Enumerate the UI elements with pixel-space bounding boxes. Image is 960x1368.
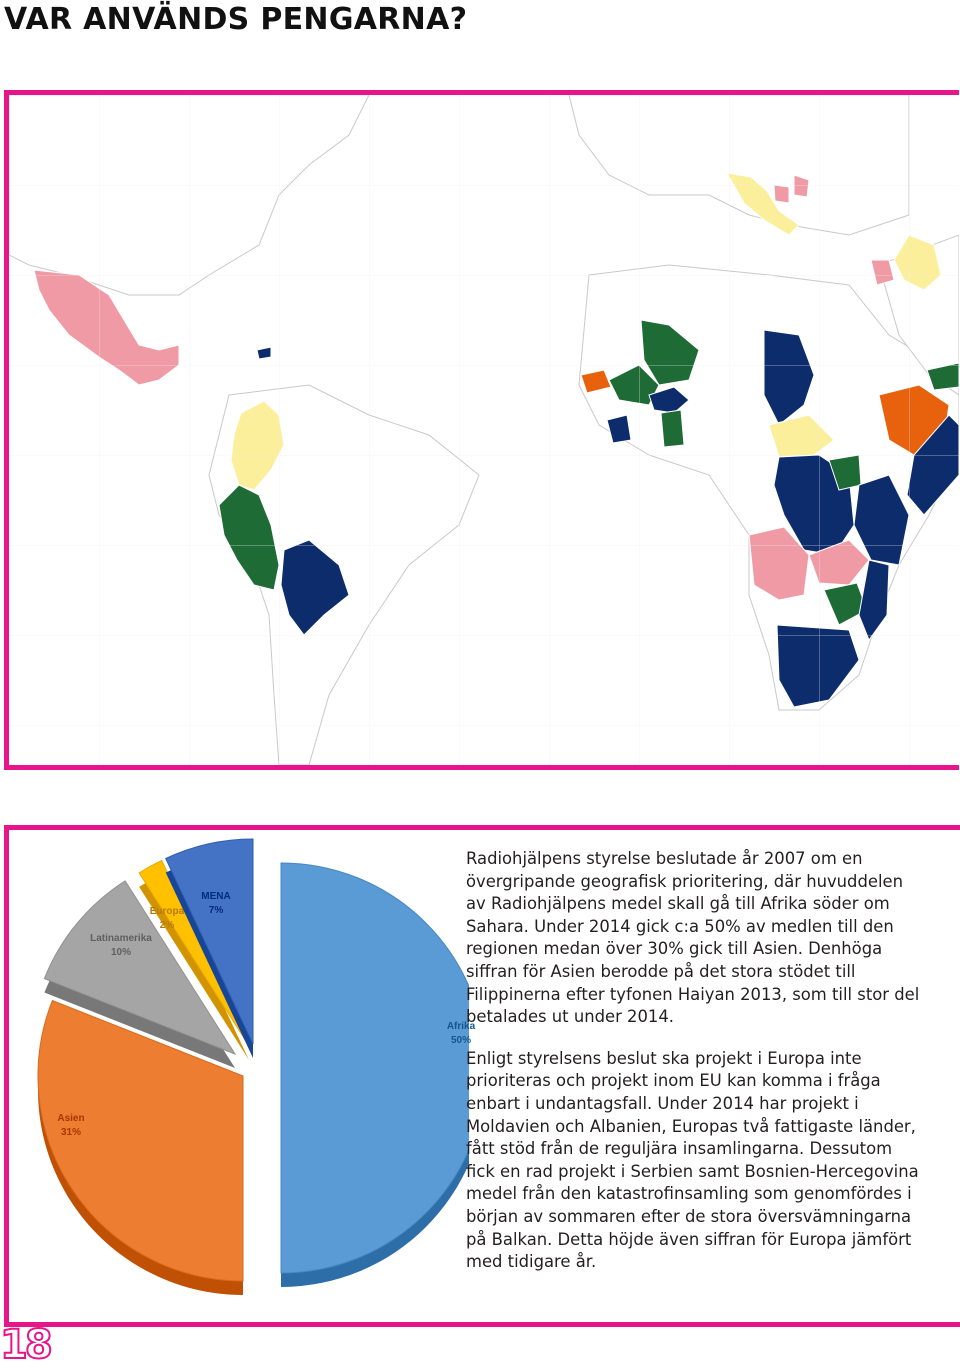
pie-label-value: 7% <box>208 905 224 916</box>
map-frame <box>4 90 959 770</box>
paragraph-2: Enligt styrelsens beslut ska projekt i Europa inte prioriteras och projekt inom EU kan komma i fråga enbart i undantagsfall. Under 2014 har projekt i Moldavien och Albanien, Europas två fattigaste länder, fått stöd från de reguljära insamlingarna. Dessutom fick en rad projekt i Serbien samt Bosnien-Hercegovina medel från den katastrofinsamling som genomfördes i början av sommaren efter de stora översvämningarna på Balkan. Detta höjde även siffran för Europa jämfört med tidigare år. <box>466 1048 919 1272</box>
paragraph-1: Radiohjälpens styrelse beslutade år 2007 om en övergripande geografisk prioritering, där huvuddelen av Radiohjälpens medel skall gå till Afrika söder om Sahara. Under 2014 gick c:a 50% av medlen till den regionen medan över 30% gick till Asien. Denhöga siffran för Asien berodde på det stora stödet till Filippinerna efter tyfonen Haiyan 2013, som till stor del betalades ut under 2014. <box>466 849 920 1027</box>
page-title: VAR ANVÄNDS PENGARNA? <box>4 2 468 37</box>
pie-label-asien <box>31 1112 111 1140</box>
world-map <box>9 95 959 765</box>
pie-label-name: Europa <box>149 906 185 917</box>
pie-label-name: MENA <box>201 891 231 902</box>
pie-label-value: 50% <box>450 1035 471 1046</box>
pie-label-name: Asien <box>57 1113 85 1124</box>
pie-label-name: Afrika <box>446 1021 476 1032</box>
pie-label-mena <box>176 890 256 918</box>
pie-label-latinamerika <box>81 932 161 960</box>
pie-label-value: 31% <box>60 1127 81 1138</box>
body-text <box>466 848 926 1274</box>
page-number: 18 <box>0 1322 50 1368</box>
chart-section <box>4 825 960 1327</box>
pie-slice-afrika <box>281 863 469 1273</box>
pie-label-value: 10% <box>110 947 131 958</box>
pie-label-name: Latinamerika <box>90 933 152 944</box>
pie-label-value: 2% <box>159 920 175 931</box>
